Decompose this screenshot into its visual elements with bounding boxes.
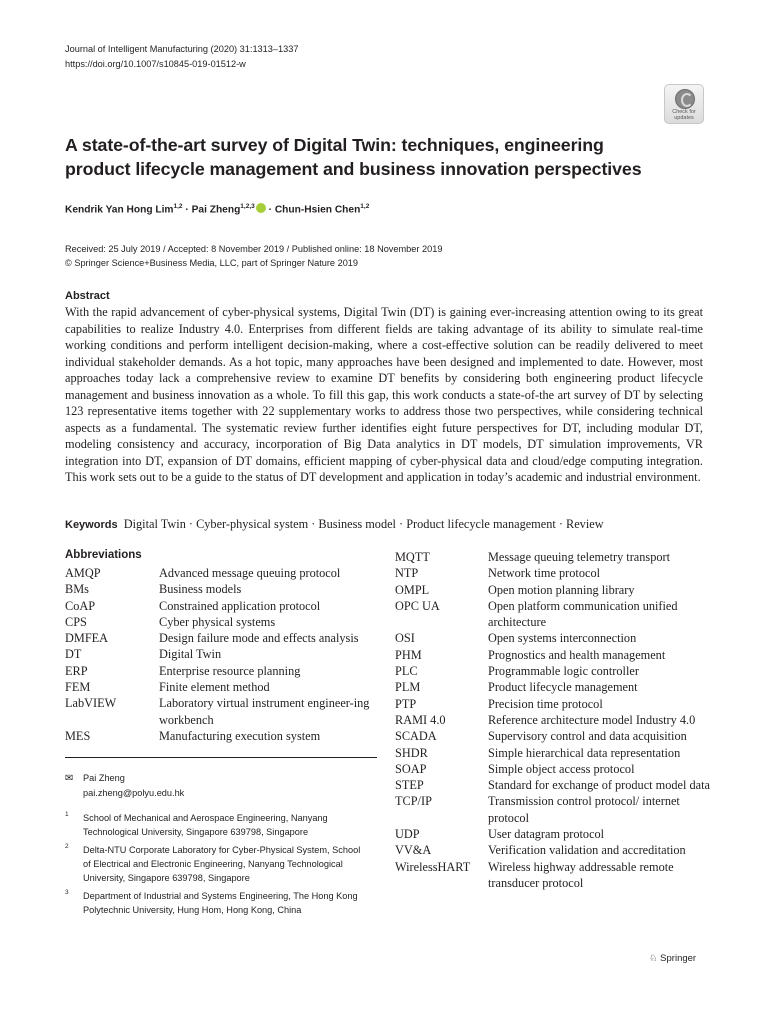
abbreviation-row: [395, 582, 715, 598]
check-for-updates-badge[interactable]: [664, 84, 704, 124]
corresponding-author-name: Pai Zheng: [83, 773, 125, 783]
keywords-list: Digital Twin · Cyber-physical system · Business model · Product lifecycle management · Review: [123, 517, 604, 531]
abbreviation-term: PTP: [395, 696, 417, 711]
abbreviation-definition: Enterprise resource planning: [159, 663, 301, 678]
paper-title: [65, 133, 705, 181]
abbreviations-heading: Abbreviations: [65, 549, 142, 561]
check-badge-label: Check for updates: [672, 109, 696, 121]
abbreviation-row: [395, 565, 715, 581]
abbreviation-definition: Open platform communication unified architecture: [488, 598, 678, 630]
keywords-label: Keywords: [65, 519, 118, 531]
abbreviation-row: [395, 859, 715, 892]
abbreviation-row: [65, 598, 385, 614]
abbreviation-row: [395, 728, 715, 744]
abbreviation-term: OPC UA: [395, 598, 440, 613]
publisher-logo: [649, 953, 696, 964]
history-dates: Received: 25 July 2019 / Accepted: 8 November 2019 / Published online: 18 November 2019: [65, 244, 443, 254]
abbreviation-definition: Message queuing telemetry transport: [488, 550, 671, 564]
abbreviation-term: SHDR: [395, 745, 428, 760]
title-line-1: A state-of-the-art survey of Digital Twin: techniques, engineering: [65, 135, 604, 155]
journal-citation: Journal of Intelligent Manufacturing (2020) 31:1313–1337: [65, 44, 299, 54]
abbreviation-definition: Cyber physical systems: [159, 614, 276, 629]
affiliation-text: School of Mechanical and Aerospace Engineering, Nanyang Technological University, Singapore 639798, Singapore: [83, 813, 328, 837]
abbreviation-term: NTP: [395, 566, 419, 581]
footnote-divider: [65, 757, 377, 758]
abbreviation-row: [65, 728, 385, 744]
affiliation-3: [65, 889, 365, 917]
abbreviation-row: [65, 581, 385, 597]
publisher-name: Springer: [660, 953, 697, 964]
abbreviation-row: [395, 826, 715, 842]
abbreviations-left-column: [65, 565, 385, 744]
abbreviation-definition: Wireless highway addressable remote transducer protocol: [488, 859, 674, 890]
abbreviation-definition: Open motion planning library: [488, 582, 635, 597]
abbreviation-definition: Precision time protocol: [488, 696, 603, 711]
abbreviation-definition: User datagram protocol: [488, 827, 605, 842]
abbreviation-definition: Network time protocol: [488, 566, 601, 581]
abbreviation-term: UDP: [395, 827, 420, 842]
author-name[interactable]: Kendrik Yan Hong Lim: [65, 204, 174, 216]
abbreviation-row: [65, 614, 385, 630]
abbreviation-definition: Manufacturing execution system: [159, 728, 321, 743]
envelope-icon: ✉: [65, 773, 74, 784]
abbreviation-row: [65, 630, 385, 646]
author-name[interactable]: Chun-Hsien Chen: [274, 204, 361, 216]
abbreviation-definition: Constrained application protocol: [159, 598, 321, 613]
abbreviation-term: VV&A: [395, 843, 432, 858]
abbreviation-term: ERP: [65, 663, 88, 678]
abbreviation-definition: Supervisory control and data acquisition: [488, 729, 687, 744]
affiliation-2: [65, 843, 365, 885]
affiliation-number: 1: [65, 811, 69, 818]
abbreviation-row: [395, 679, 715, 695]
abbreviation-term: OSI: [395, 631, 415, 646]
abbreviation-row: [65, 663, 385, 679]
abbreviation-term: PHM: [395, 647, 422, 662]
abbreviation-row: [395, 761, 715, 777]
abbreviation-definition: Laboratory virtual instrument engineer-ing workbench: [159, 696, 370, 727]
abbreviation-term: RAMI 4.0: [395, 712, 446, 727]
abbreviation-term: PLM: [395, 680, 421, 695]
abbreviation-term: CoAP: [65, 598, 96, 613]
abbreviation-term: MES: [65, 728, 91, 743]
corresponding-author-email[interactable]: pai.zheng@polyu.edu.hk: [83, 788, 185, 798]
abbreviation-definition: Open systems interconnection: [488, 631, 637, 646]
abbreviation-definition: Verification validation and accreditation: [488, 843, 686, 858]
abbreviation-row: [395, 630, 715, 646]
abbreviation-term: AMQP: [65, 566, 101, 580]
title-line-2: product lifecycle management and business innovation perspectives: [65, 159, 642, 179]
abbreviation-definition: Simple hierarchical data representation: [488, 745, 681, 760]
affiliation-number: 2: [65, 843, 69, 850]
abbreviation-row: [395, 696, 715, 712]
abbreviation-term: WirelessHART: [395, 859, 471, 874]
crossmark-icon: [675, 89, 695, 109]
affiliation-text: Delta-NTU Corporate Laboratory for Cyber-Physical System, School of Electrical and Electronic Engineering, Nanyang Technological University, Singapore 639798, Singapore: [83, 845, 361, 883]
abstract-heading: Abstract: [65, 290, 110, 302]
abbreviation-term: DMFEA: [65, 631, 109, 646]
abbreviation-row: [65, 646, 385, 662]
affiliation-text: Department of Industrial and Systems Engineering, The Hong Kong Polytechnic University, Hung Hom, Hong Kong, China: [83, 891, 358, 915]
abbreviation-definition: Product lifecycle management: [488, 680, 638, 695]
abbreviation-term: CPS: [65, 614, 87, 629]
copyright-line: © Springer Science+Business Media, LLC, part of Springer Nature 2019: [65, 258, 359, 268]
abbreviation-term: BMs: [65, 582, 89, 597]
abbreviation-row: [65, 695, 385, 728]
publication-dates: [65, 242, 442, 270]
abbreviation-term: PLC: [395, 664, 418, 679]
author-affiliation-marker: 1,2: [360, 203, 370, 210]
abbreviation-row: [65, 679, 385, 695]
abbreviation-row: [395, 712, 715, 728]
abbreviation-row: [395, 549, 715, 565]
abbreviation-row: [395, 777, 715, 793]
abbreviation-term: TCP/IP: [395, 794, 432, 809]
author-list: Kendrik Yan Hong Lim$^{1,2}$ · Pai Zheng$^{1,2,3}$ · Chun-Hsien Chen$^{1,2}$: [65, 203, 370, 216]
affiliation-number: 3: [65, 889, 69, 896]
abbreviation-term: MQTT: [395, 550, 430, 564]
abbreviation-definition: Digital Twin: [159, 647, 222, 662]
doi-link[interactable]: https://doi.org/10.1007/s10845-019-01512-w: [65, 59, 246, 69]
author-affiliation-marker: 1,2,3: [240, 203, 255, 210]
orcid-icon[interactable]: [256, 203, 266, 213]
author-affiliation-marker: 1,2: [173, 203, 183, 210]
abbreviation-term: LabVIEW: [65, 696, 117, 711]
corresponding-author: [65, 771, 184, 800]
abbreviation-term: DT: [65, 647, 82, 662]
abbreviation-definition: Programmable logic controller: [488, 664, 639, 679]
abbreviations-right-column: [395, 549, 715, 891]
abbreviation-term: STEP: [395, 778, 424, 793]
abbreviation-definition: Simple object access protocol: [488, 761, 635, 776]
abbreviation-term: FEM: [65, 680, 91, 695]
abbreviation-row: [395, 663, 715, 679]
abstract-body: With the rapid advancement of cyber-physical systems, Digital Twin (DT) is gaining ever-increasing attention owing to its great capabilities to realize Industry 4.0. Enterprises from different fields are taking advantage of its ability to simulate real-time working conditions and perform intelligent decision-making, where a cost-effective solution can be readily delivered to meet individual stakeholder demands. As a hot topic, many approaches have been designed and implemented to date. However, most approaches today lack a comprehensive review to examine DT benefits by considering both engineering product lifecycle management and business innovation as a whole. To fill this gap, this work conducts a state-of-the art survey of DT by selecting 123 representative items together with 22 supplementary works to address those two perspectives, while considering technical aspects as a fundamental. The systematic review further identifies eight future perspectives for DT, including modular DT, modeling consistency and accuracy, incorporation of Big Data analytics in DT models, DT simulation improvements, VR integration into DT, expansion of DT domains, efficient mapping of cyber-physical data and cloud/edge computing integration. This work sets out to be a guide to the status of DT development and application in today’s academic and industrial environment.: [65, 305, 703, 484]
abbreviation-row: [395, 598, 715, 631]
abbreviation-term: SOAP: [395, 761, 427, 776]
keywords-line: [65, 517, 604, 532]
abbreviation-definition: Reference architecture model Industry 4.0: [488, 712, 696, 727]
springer-horse-icon: ♘: [649, 953, 658, 964]
abbreviation-row: [65, 565, 385, 581]
abbreviation-term: SCADA: [395, 729, 437, 744]
author-name[interactable]: Pai Zheng: [191, 204, 241, 216]
abbreviation-definition: Prognostics and health management: [488, 647, 666, 662]
abbreviation-row: [395, 647, 715, 663]
abbreviation-row: [395, 745, 715, 761]
abbreviation-definition: Standard for exchange of product model data: [488, 778, 710, 793]
abbreviation-term: OMPL: [395, 582, 430, 597]
journal-header: [65, 42, 298, 72]
abbreviation-definition: Transmission control protocol/ internet protocol: [488, 794, 680, 825]
abbreviation-definition: Business models: [159, 582, 242, 597]
abbreviation-definition: Finite element method: [159, 680, 270, 695]
abbreviation-definition: Advanced message queuing protocol: [159, 566, 341, 580]
affiliation-1: [65, 811, 365, 839]
abbreviation-row: [395, 793, 715, 826]
abbreviation-definition: Design failure mode and effects analysis: [159, 631, 359, 646]
abbreviation-row: [395, 842, 715, 858]
